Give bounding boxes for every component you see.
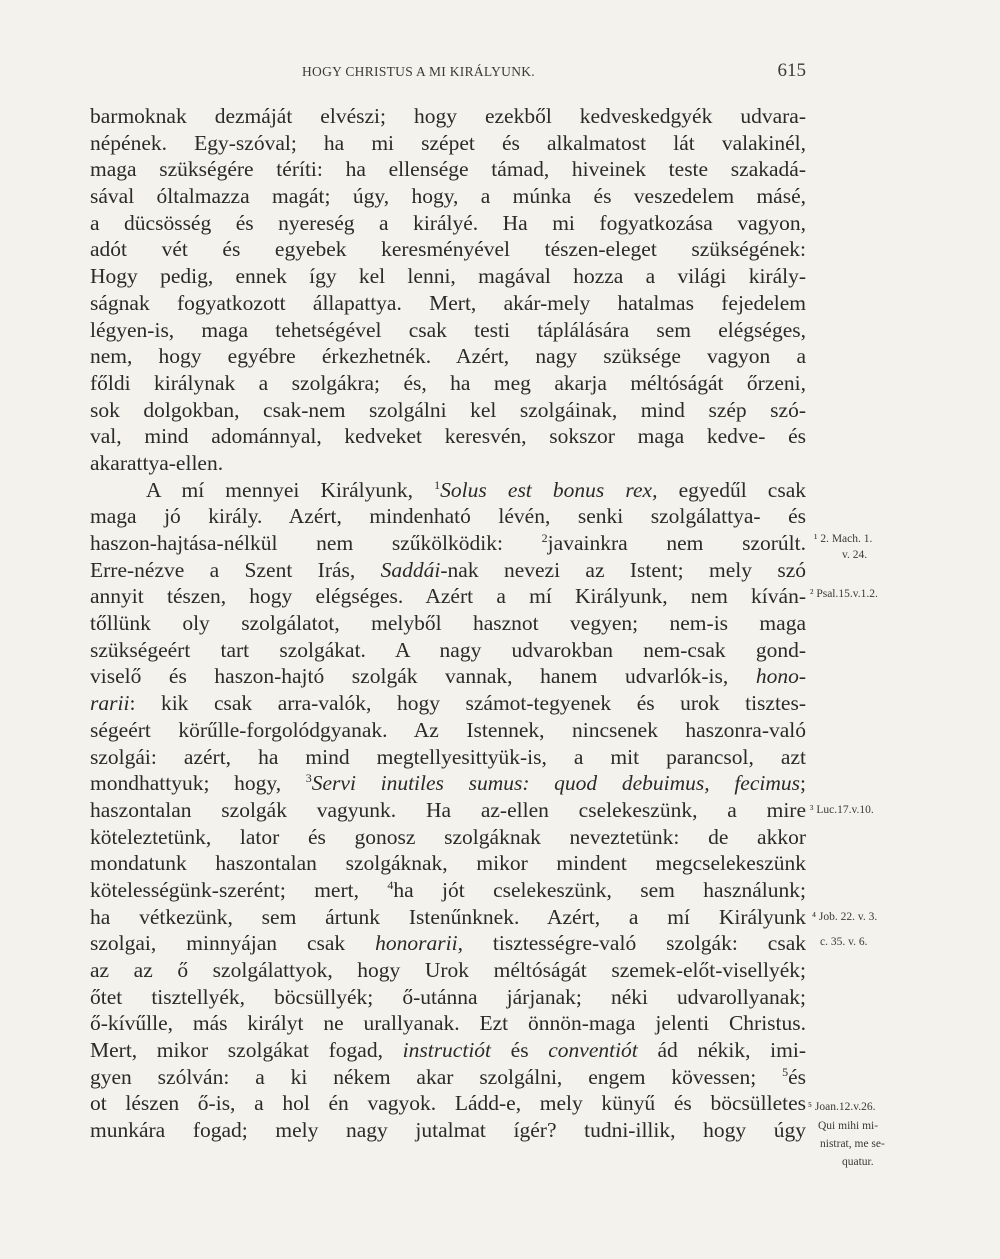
text-line xyxy=(90,637,806,664)
text-run: javainkra nem szorúlt. xyxy=(547,531,806,555)
text-run: ot lészen ő-is, a hol én vagyok. Ládd-e, mely künyű és böcsülletes xyxy=(90,1091,806,1116)
text-line xyxy=(90,824,806,851)
text-run: légyen-is, maga tehetségével csak testi táplálására sem elégséges, xyxy=(90,317,806,342)
text-line xyxy=(90,744,806,771)
body-text xyxy=(90,103,806,1144)
text-line xyxy=(90,957,806,984)
text-line xyxy=(90,770,806,797)
text-run: maga jó király. Azért, mindenható lévén, senki szolgálattya- és xyxy=(90,504,806,529)
text-run: haszon-hajtása-nélkül nem szűkölködik: xyxy=(90,531,542,555)
text-line xyxy=(90,690,806,717)
footnote-marker: 1 xyxy=(434,477,441,492)
margin-note: quatur. xyxy=(842,1156,874,1168)
margin-note: ² Psal.15.v.1.2. xyxy=(810,588,878,600)
margin-note: ¹ 2. Mach. 1. xyxy=(814,533,873,545)
text-run: Hogy pedig, ennek így kel lenni, magával hozza a világi király- xyxy=(90,264,806,289)
text-run: a dücsösség és nyereség a királyé. Ha mi fogyatkozása vagyon, xyxy=(90,210,806,235)
footnote-marker: 4 xyxy=(387,877,394,892)
text-line xyxy=(90,103,806,130)
text-line xyxy=(90,930,806,957)
latin-phrase: rarii xyxy=(90,691,130,716)
text-line xyxy=(90,263,806,290)
text-line xyxy=(90,450,806,477)
text-run: sok dolgokban, csak-nem szolgálni kel szolgáinak, mind szép szó- xyxy=(90,397,806,422)
text-run: őtet tisztellyék, böcsüllyék; ő-utánna járjanak; néki udvarollyanak; xyxy=(90,984,806,1009)
text-run: mondhattyuk; hogy, xyxy=(90,771,306,796)
text-line xyxy=(90,850,806,877)
latin-phrase: Solus est bonus rex, xyxy=(440,477,658,502)
text-run: szolgai, minnyájan csak xyxy=(90,931,376,956)
text-run: akarattya-ellen. xyxy=(90,450,224,475)
text-run: haszontalan szolgák vagyunk. Ha az-ellen cselekeszünk, a mire xyxy=(90,797,806,822)
text-run: barmoknak dezmáját elvészi; hogy ezekből kedveskedgyék udvara- xyxy=(90,104,806,128)
text-line xyxy=(90,1010,806,1037)
text-line xyxy=(90,1037,806,1064)
text-line xyxy=(90,1090,806,1117)
text-run: ; xyxy=(800,771,806,796)
text-run: sával óltalmazza magát; úgy, hogy, a múnka és veszedelem másé, xyxy=(90,184,806,209)
margin-note: ⁵ Joan.12.v.26. xyxy=(808,1101,876,1113)
text-line xyxy=(90,397,806,424)
text-line xyxy=(90,236,806,263)
margin-note: c. 35. v. 6. xyxy=(820,936,868,948)
text-run: az az ő szolgálattyok, hogy Urok méltóságát szemek-előt-visellyék; xyxy=(90,958,806,982)
text-run: ha jót cselekeszünk, sem használunk; xyxy=(393,877,806,902)
text-line xyxy=(90,530,806,557)
text-line xyxy=(90,663,806,690)
text-run: szükségeért tart szolgákat. A nagy udvarokban nem-csak gond- xyxy=(90,637,806,662)
text-run: ád nékik, imi- xyxy=(637,1038,806,1063)
margin-note: ⁴ Job. 22. v. 3. xyxy=(812,911,878,923)
text-line xyxy=(90,717,806,744)
text-line xyxy=(90,503,806,530)
text-run: ségeért körűlle-forgolódgyanak. Az Istennek, nincsenek haszonra-való xyxy=(90,717,806,742)
text-line xyxy=(90,1064,806,1091)
latin-phrase: Servi inutiles sumus: quod debuimus, fecimus xyxy=(311,771,800,796)
text-run: tisztességre-való szolgák: csak xyxy=(462,931,806,956)
text-line xyxy=(90,904,806,931)
text-run: főldi királynak a szolgákra; és, ha meg akarja méltóságát őrzeni, xyxy=(90,370,806,395)
text-run: egyedűl csak xyxy=(657,477,807,502)
text-line xyxy=(90,290,806,317)
text-line xyxy=(90,477,806,504)
text-run: munkára fogad; mely nagy jutalmat ígér? tudni-illik, hogy úgy xyxy=(90,1118,806,1143)
latin-phrase: instructiót xyxy=(402,1038,492,1063)
text-run: Mert, mikor szolgákat fogad, xyxy=(90,1038,403,1063)
text-line xyxy=(90,156,806,183)
latin-phrase: honorarii, xyxy=(375,931,463,956)
text-run: val, mind adománnyal, kedveket keresvén, sokszor maga kedve- és xyxy=(90,424,806,449)
text-run: maga szükségére téríti: ha ellensége támad, hiveinek teste szakadá- xyxy=(90,157,806,182)
page-header xyxy=(90,60,806,86)
footnote-marker: 2 xyxy=(541,531,548,545)
text-run: népének. Egy-szóval; ha mi szépet és alkalmatost lát valakinél, xyxy=(90,130,806,155)
margin-note: v. 24. xyxy=(842,549,868,561)
text-line xyxy=(90,317,806,344)
text-line xyxy=(90,343,806,370)
text-line xyxy=(90,797,806,824)
text-line xyxy=(90,130,806,157)
text-run: annyit tészen, hogy elégséges. Azért a mí Királyunk, nem kíván- xyxy=(90,584,806,609)
text-line xyxy=(90,1117,806,1144)
text-run: : kik csak arra-valók, hogy számot-tegyenek és urok tisztes- xyxy=(129,691,806,716)
text-line xyxy=(90,210,806,237)
text-run: -nak nevezi az Istent; mely szó xyxy=(440,557,806,582)
text-run: nem, hogy egyébre érkezhetnék. Azért, nagy szüksége vagyon a xyxy=(90,344,806,369)
text-run: kötelességünk-szerént; mert, xyxy=(90,877,388,902)
latin-phrase: Saddái xyxy=(380,557,441,582)
text-line xyxy=(90,557,806,584)
text-run: A mí mennyei Királyunk, xyxy=(146,477,435,502)
text-run: ha vétkezünk, sem ártunk Istenűnknek. Azért, a mí Királyunk xyxy=(90,904,806,929)
text-line xyxy=(90,423,806,450)
footnote-marker: 5 xyxy=(782,1064,789,1079)
text-line xyxy=(90,610,806,637)
text-line xyxy=(90,183,806,210)
text-line xyxy=(90,370,806,397)
text-run: köteleztetünk, lator és gonosz szolgáknak neveztetünk: de akkor xyxy=(90,824,806,849)
margin-note: ³ Luc.17.v.10. xyxy=(810,804,874,816)
footnote-marker: 3 xyxy=(305,771,312,786)
text-run: és xyxy=(491,1038,549,1063)
latin-phrase: hono- xyxy=(755,664,806,689)
text-run: szolgái: azért, ha mind megtellyesittyük-is, a mit parancsol, azt xyxy=(90,744,806,769)
text-run: ságnak fogyatkozott állapattya. Mert, akár-mely hatalmas fejedelem xyxy=(90,290,806,315)
text-line xyxy=(90,583,806,610)
text-line xyxy=(90,984,806,1011)
page-number: 615 xyxy=(777,60,806,81)
running-head: HOGY CHRISTUS A MI KIRÁLYUNK. xyxy=(302,64,535,79)
text-run: ő-kívűlle, más királyt ne urallyanak. Ezt önnön-maga jelenti Christus. xyxy=(90,1011,806,1036)
text-run: mondatunk haszontalan szolgáknak, mikor mindent megcselekeszünk xyxy=(90,851,806,876)
text-run: Erre-nézve a Szent Irás, xyxy=(90,557,381,582)
text-run: adót vét és egyebek keresményével tészen-eleget szükségének: xyxy=(90,237,806,262)
text-run: gyen szólván: a ki nékem akar szolgálni, engem kövessen; xyxy=(90,1064,783,1089)
text-line xyxy=(90,877,806,904)
text-run: tőllünk oly szolgálatot, melyből hasznot vegyen; nem-is maga xyxy=(90,611,806,636)
text-run: és xyxy=(788,1064,806,1089)
latin-phrase: conventiót xyxy=(548,1038,638,1063)
margin-note: nistrat, me se- xyxy=(820,1138,885,1150)
text-run: viselő és haszon-hajtó szolgák vannak, hanem udvarlók-is, xyxy=(90,664,756,689)
margin-note: Qui mihi mi- xyxy=(818,1120,879,1132)
